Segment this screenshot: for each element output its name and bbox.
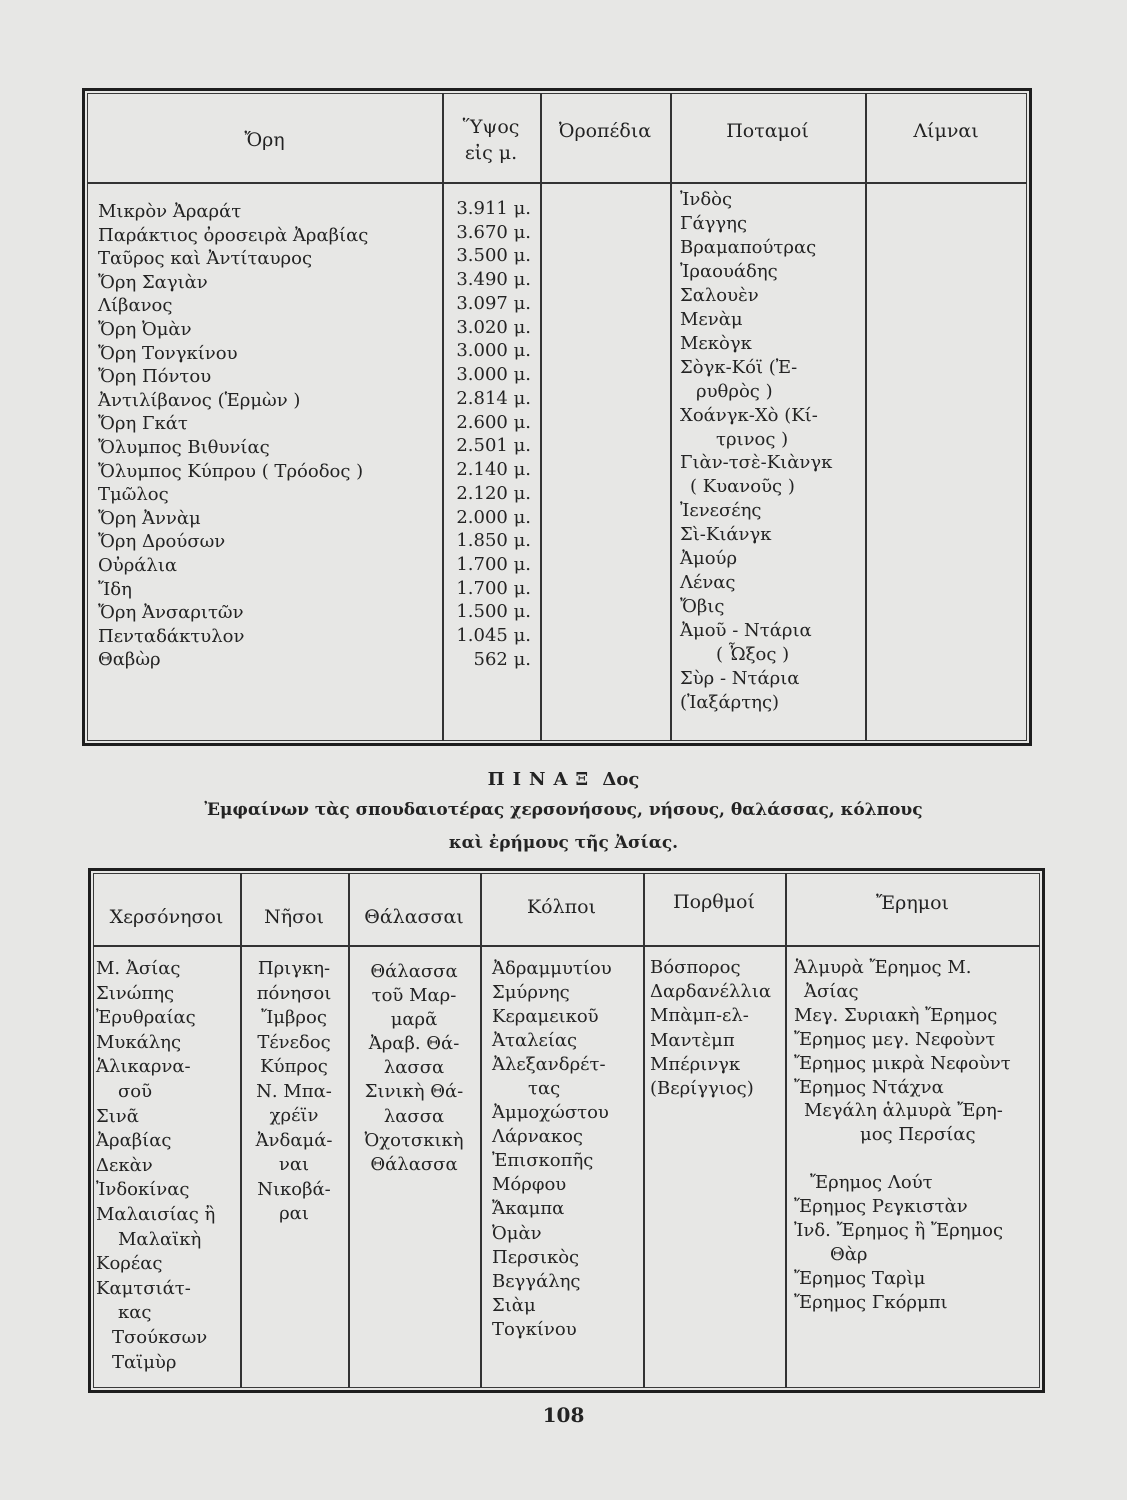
mountain-entry: Οὐράλια (98, 554, 178, 576)
peninsula-entry: Τσούκσων (112, 1326, 208, 1348)
peninsula-entry: Κορέας (96, 1253, 163, 1275)
river-entry: Λένας (680, 572, 736, 594)
column-divider (480, 873, 482, 1388)
height-entry: 562 μ. (473, 648, 531, 670)
desert-entry: Θὰρ (830, 1243, 868, 1265)
mountain-entry: Παράκτιος ὀροσειρὰ Ἀραβίας (98, 224, 369, 246)
header-mountains: Ὄρη (244, 129, 285, 151)
height-entry: 3.500 μ. (456, 245, 531, 267)
desert-entry: Ἁλμυρὰ Ἔρημος Μ. (794, 957, 972, 978)
mountain-entry: Πενταδάκτυλον (98, 625, 245, 647)
mountain-entry: Ἴδη (98, 578, 132, 600)
peninsula-entry: Μαλαισίας ἢ (96, 1203, 216, 1225)
mountain-entry: Λίβανος (98, 295, 173, 317)
mountain-entry: Θαβὼρ (98, 649, 161, 671)
peninsula-entry: Μαλαϊκὴ (118, 1228, 202, 1250)
height-entry: 1.500 μ. (456, 601, 531, 623)
desert-entry: Μεγάλη ἁλμυρὰ Ἔρη- (804, 1100, 1003, 1122)
mountain-entry: Ὄρη Ὀμὰν (98, 318, 192, 340)
island-entry: πόνησοι (256, 982, 332, 1004)
gulf-entry: Μόρφου (492, 1174, 567, 1196)
gulf-entry: Ἀμμοχώστου (492, 1102, 609, 1124)
height-entry: 3.000 μ. (456, 340, 531, 362)
river-entry: Γάγγης (680, 212, 748, 234)
height-entry: 1.700 μ. (456, 554, 531, 576)
gulf-entry: Περσικὸς (492, 1246, 580, 1268)
river-entry: (Ἰαξάρτης) (680, 692, 780, 714)
peninsula-entry: Μ. Ἀσίας (96, 958, 181, 979)
peninsula-entry: Ἁλικαρνα- (96, 1056, 191, 1078)
header-gulfs: Κόλποι (526, 896, 597, 918)
desert-entry: Ἰνδ. Ἔρημος ἢ Ἔρημος (794, 1219, 1004, 1241)
peninsula-entry: Σινώπης (96, 982, 175, 1004)
mountain-entry: Ὄρη Δρούσων (98, 531, 226, 553)
gulf-entry: Ἀλεξανδρέτ- (492, 1054, 606, 1076)
height-entry: 2.501 μ. (456, 435, 531, 457)
column-divider (865, 93, 867, 741)
island-entry: ραι (279, 1203, 309, 1224)
river-entry: Γιὰν-τσὲ-Κιὰνγκ (680, 452, 833, 474)
column-divider (643, 873, 645, 1388)
desert-entry: Ἔρημος Ντάχνα (794, 1076, 944, 1098)
island-entry: χρέϊν (269, 1105, 319, 1126)
mountain-entry: Ὄρη Πόντου (98, 366, 212, 388)
desert-entry: Μεγ. Συριακὴ Ἔρημος (794, 1004, 998, 1026)
desert-entry: Ἔρημος Ταρὶμ (794, 1267, 926, 1289)
mountain-entry: Μικρὸν Ἀραράτ (98, 201, 242, 222)
peninsula-entry: Καμτσιάτ- (96, 1277, 191, 1299)
river-entry: ( Ὦξος ) (716, 644, 790, 666)
sea-entry: Ἀραβ. Θά- (368, 1033, 460, 1055)
peninsula-entry: Μυκάλης (96, 1031, 182, 1053)
mountain-entry: Ὄλυμπος Κύπρου ( Τρόοδος ) (98, 460, 364, 482)
gulfs-column (492, 957, 612, 1342)
header-seas: Θάλασσαι (364, 906, 464, 928)
gulf-entry: Ἄκαμπα (492, 1198, 565, 1220)
header-divider (87, 182, 1027, 184)
gulf-entry: Ἐπισκοπῆς (492, 1150, 594, 1172)
gulf-entry: Ἀδραμμυτίου (492, 958, 612, 979)
sea-entry: Ὀχοτσκικὴ (364, 1129, 464, 1151)
mountain-entry: Ὄρη Ἀνσαριτῶν (98, 602, 244, 624)
height-entry: 2.000 μ. (456, 506, 531, 528)
header-peninsulas: Χερσόνησοι (109, 906, 224, 928)
river-entry: Ὄβις (680, 596, 725, 618)
island-entry: Ἴμβρος (261, 1007, 327, 1028)
desert-entry: Ἔρημος μεγ. Νεφοὺντ (794, 1028, 996, 1050)
height-entry: 2.120 μ. (456, 482, 531, 504)
header-plateaus: Ὀροπέδια (558, 120, 652, 142)
peninsulas-islands-table (88, 868, 1045, 1393)
sea-entry: Θάλασσα (370, 1153, 458, 1175)
strait-entry: (Βερίγγιος) (650, 1078, 754, 1100)
deserts-column (794, 956, 1011, 1315)
strait-entry: Μαντὲμπ (650, 1029, 735, 1051)
table-subtitle-line2: καὶ ἐρήμους τῆς Ἀσίας. (448, 833, 679, 853)
peninsula-entry: Ἀραβίας (96, 1130, 172, 1152)
height-entry: 3.097 μ. (456, 292, 531, 314)
seas-column (348, 960, 480, 1177)
peninsulas-column (96, 957, 215, 1375)
header-height-line2: εἰς μ. (464, 142, 518, 164)
river-entry: Σαλουὲν (680, 284, 759, 306)
sea-entry: τοῦ Μαρ- (371, 985, 457, 1007)
island-entry: Ἀνδαμά- (255, 1129, 333, 1151)
gulf-entry: τας (528, 1078, 561, 1100)
table-subtitle-line1: Ἐμφαίνων τὰς σπουδαιοτέρας χερσονήσους, νήσους, θαλάσσας, κόλπους (204, 800, 923, 820)
sea-entry: μαρᾶ (390, 1009, 438, 1031)
gulf-entry: Σμύρνης (492, 982, 570, 1004)
gulf-entry: Βεγγάλης (492, 1270, 581, 1292)
height-entry: 2.140 μ. (456, 459, 531, 481)
gulf-entry: Σιὰμ (492, 1294, 536, 1316)
header-straits: Πορθμοί (673, 891, 755, 913)
peninsula-entry: Ταϊμὺρ (112, 1351, 177, 1373)
river-entry: ( Κυανοῦς ) (690, 476, 795, 498)
desert-entry: μος Περσίας (860, 1124, 976, 1146)
gulf-entry: Ὀμὰν (492, 1222, 542, 1244)
header-divider (93, 945, 1040, 947)
peninsula-entry: Σινᾶ (96, 1105, 139, 1127)
river-entry: Σὶ-Κιάνγκ (680, 524, 772, 546)
sea-entry: λασσα (383, 1105, 445, 1127)
river-entry: Ἰραουάδης (680, 260, 778, 282)
river-entry: Χοάνγκ-Χὸ (Κί- (680, 404, 818, 426)
river-entry: Ἰνδὸς (680, 189, 733, 210)
mountain-entry: Ὄρη Ἀννὰμ (98, 507, 201, 529)
rivers-column (680, 188, 832, 715)
river-entry: Σὸγκ-Κόϊ (Ἐ- (680, 356, 798, 378)
mountain-entry: Ἀντιλίβανος (Ἑρμὼν ) (98, 389, 301, 411)
header-islands: Νῆσοι (264, 906, 324, 928)
peninsula-entry: Ἐρυθραίας (96, 1007, 196, 1029)
height-entry: 3.490 μ. (456, 269, 531, 291)
sea-entry: λασσα (383, 1057, 445, 1079)
mountain-entry: Ὄρη Σαγιὰν (98, 271, 208, 293)
desert-entry: Ἔρημος Ρεγκιστὰν (794, 1196, 968, 1218)
header-rivers: Ποταμοί (726, 120, 809, 142)
column-divider (670, 93, 672, 741)
river-entry: Ἀμούρ (680, 548, 738, 570)
river-entry: Βραμαπούτρας (680, 236, 817, 258)
river-entry: Μενὰμ (680, 308, 743, 330)
mountain-entry: Ὄρη Τονγκίνου (98, 342, 238, 364)
sea-entry: Σινικὴ Θά- (364, 1081, 464, 1103)
peninsula-entry: κας (118, 1302, 152, 1324)
desert-entry: Ἔρημος μικρὰ Νεφοὺντ (794, 1052, 1011, 1074)
river-entry: Μεκὸγκ (680, 332, 752, 354)
heights-column (442, 197, 531, 672)
desert-entry: Ἀσίας (804, 980, 859, 1002)
gulf-entry: Ἀταλείας (492, 1030, 578, 1052)
peninsula-entry: Ἰνδοκίνας (96, 1179, 190, 1201)
page-number: 108 (542, 1403, 585, 1427)
header-height-line1: Ὕψος (462, 116, 520, 138)
river-entry: ρυθρὸς ) (696, 380, 773, 402)
river-entry: Σὺρ - Ντάρια (680, 668, 800, 690)
island-entry: Ν. Μπα- (256, 1080, 332, 1102)
table-title-number: Δος (602, 769, 640, 790)
height-entry: 3.020 μ. (456, 316, 531, 338)
straits-column (650, 956, 771, 1101)
height-entry: 2.600 μ. (456, 411, 531, 433)
mountain-entry: Ὄλυμπος Βιθυνίας (98, 436, 270, 458)
sea-entry: Θάλασσα (370, 961, 458, 982)
height-entry: 2.814 μ. (456, 387, 531, 409)
island-entry: ναι (278, 1154, 310, 1175)
mountains-rivers-table (82, 88, 1032, 746)
height-entry: 3.000 μ. (456, 364, 531, 386)
river-entry: Ἀμοῦ - Ντάρια (680, 620, 812, 642)
gulf-entry: Κεραμεικοῦ (492, 1006, 599, 1028)
mountains-column (98, 200, 368, 672)
column-divider (785, 873, 787, 1388)
peninsula-entry: σοῦ (118, 1080, 153, 1102)
height-entry: 1.045 μ. (456, 625, 531, 647)
strait-entry: Μπέρινγκ (650, 1053, 741, 1075)
island-entry: Πριγκη- (257, 958, 331, 979)
strait-entry: Μπὰμπ-ελ- (650, 1005, 749, 1027)
height-entry: 3.911 μ. (456, 198, 531, 219)
island-entry: Κύπρος (260, 1056, 328, 1077)
column-divider (540, 93, 542, 741)
island-entry: Νικοβά- (257, 1178, 331, 1200)
header-lakes: Λίμναι (913, 120, 979, 142)
height-entry: 3.670 μ. (456, 221, 531, 243)
strait-entry: Δαρδανέλλια (650, 981, 772, 1003)
desert-entry: Ἔρημος Γκόρμπι (794, 1291, 948, 1313)
mountain-entry: Ταῦρος καὶ Ἀντίταυρος (98, 248, 313, 270)
height-entry: 1.850 μ. (456, 530, 531, 552)
island-entry: Τένεδος (257, 1031, 331, 1053)
table-title-word: ΠΙΝΑΞ (487, 769, 597, 790)
table-title (0, 768, 1127, 792)
gulf-entry: Τογκίνου (492, 1318, 577, 1340)
strait-entry: Βόσπορος (650, 957, 741, 978)
gulf-entry: Λάρνακος (492, 1126, 584, 1148)
height-entry: 1.700 μ. (456, 577, 531, 599)
islands-column (240, 957, 348, 1227)
desert-entry: Ἔρημος Λούτ (810, 1172, 933, 1194)
mountain-entry: Τμῶλος (98, 484, 169, 506)
river-entry: Ἰενεσέης (680, 500, 762, 522)
peninsula-entry: Δεκὰν (96, 1154, 153, 1176)
mountain-entry: Ὄρη Γκάτ (98, 413, 188, 435)
river-entry: τρινος ) (716, 428, 789, 450)
header-deserts: Ἔρημοι (876, 892, 949, 914)
